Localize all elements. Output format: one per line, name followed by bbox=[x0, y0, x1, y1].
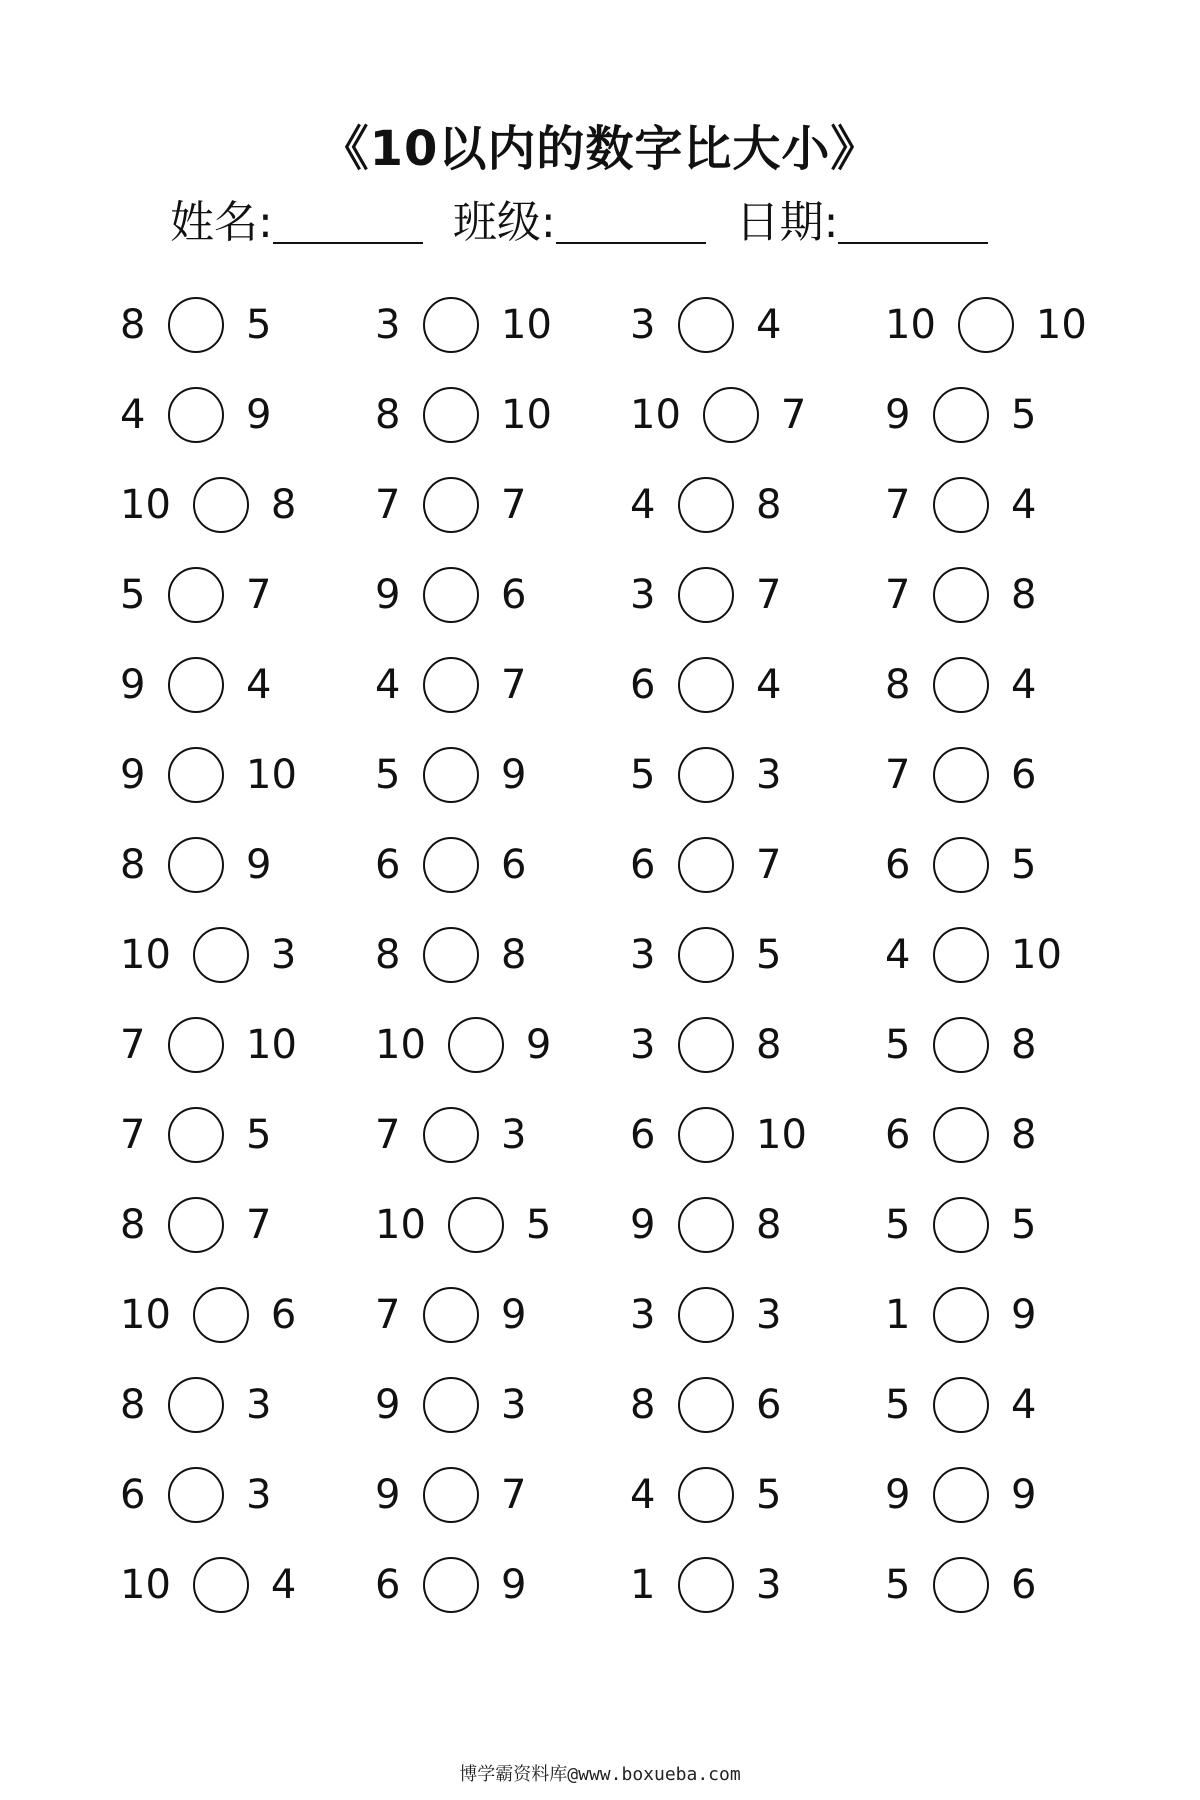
problem-grid bbox=[120, 290, 1140, 1640]
right-number: 3 bbox=[246, 1472, 272, 1518]
left-number: 4 bbox=[630, 482, 656, 528]
right-number: 9 bbox=[1011, 1292, 1037, 1338]
answer-circle[interactable] bbox=[933, 657, 989, 713]
left-number: 8 bbox=[630, 1382, 656, 1428]
comparison-problem bbox=[885, 1010, 1140, 1080]
right-number: 4 bbox=[1011, 662, 1037, 708]
answer-circle[interactable] bbox=[678, 837, 734, 893]
left-number: 1 bbox=[885, 1292, 911, 1338]
comparison-problem bbox=[120, 1190, 375, 1260]
comparison-problem bbox=[885, 470, 1140, 540]
right-number: 6 bbox=[270, 1292, 297, 1338]
left-number: 5 bbox=[885, 1562, 911, 1608]
answer-circle[interactable] bbox=[678, 1197, 734, 1253]
answer-circle[interactable] bbox=[933, 837, 989, 893]
class-field bbox=[453, 186, 706, 250]
left-number: 5 bbox=[630, 752, 656, 798]
left-number: 9 bbox=[885, 392, 911, 438]
comparison-problem bbox=[120, 1010, 375, 1080]
answer-circle[interactable] bbox=[958, 297, 1014, 353]
left-number: 5 bbox=[885, 1202, 911, 1248]
comparison-problem bbox=[120, 1370, 375, 1440]
answer-circle[interactable] bbox=[678, 747, 734, 803]
left-number: 8 bbox=[120, 1382, 146, 1428]
left-number: 10 bbox=[375, 1202, 426, 1248]
answer-circle[interactable] bbox=[423, 387, 479, 443]
comparison-problem bbox=[375, 1460, 630, 1530]
answer-circle[interactable] bbox=[933, 387, 989, 443]
right-number: 3 bbox=[756, 1292, 782, 1338]
left-number: 10 bbox=[885, 302, 936, 348]
right-number: 5 bbox=[525, 1202, 552, 1248]
right-number: 7 bbox=[246, 1202, 272, 1248]
answer-circle[interactable] bbox=[933, 1377, 989, 1433]
answer-circle[interactable] bbox=[933, 1107, 989, 1163]
comparison-problem bbox=[375, 830, 630, 900]
left-number: 6 bbox=[120, 1472, 146, 1518]
right-number: 3 bbox=[756, 752, 782, 798]
right-number: 8 bbox=[756, 1022, 782, 1068]
answer-circle[interactable] bbox=[703, 387, 759, 443]
left-number: 10 bbox=[375, 1022, 426, 1068]
comparison-problem bbox=[630, 290, 885, 360]
answer-circle[interactable] bbox=[933, 1467, 989, 1523]
left-number: 5 bbox=[885, 1382, 911, 1428]
class-blank[interactable] bbox=[556, 242, 706, 244]
left-number: 8 bbox=[120, 302, 146, 348]
left-number: 8 bbox=[375, 392, 401, 438]
comparison-problem bbox=[885, 650, 1140, 720]
problem-row bbox=[120, 380, 1140, 470]
problem-row bbox=[120, 830, 1140, 920]
comparison-problem bbox=[630, 1550, 885, 1620]
comparison-problem bbox=[120, 1280, 375, 1350]
left-number: 5 bbox=[375, 752, 401, 798]
answer-circle[interactable] bbox=[168, 657, 224, 713]
answer-circle[interactable] bbox=[678, 1557, 734, 1613]
left-number: 7 bbox=[885, 572, 911, 618]
comparison-problem bbox=[375, 1550, 630, 1620]
left-number: 3 bbox=[630, 572, 656, 618]
answer-circle[interactable] bbox=[168, 1107, 224, 1163]
right-number: 4 bbox=[756, 662, 782, 708]
comparison-problem bbox=[630, 1460, 885, 1530]
comparison-problem bbox=[375, 560, 630, 630]
answer-circle[interactable] bbox=[678, 657, 734, 713]
left-number: 7 bbox=[885, 482, 911, 528]
answer-circle[interactable] bbox=[423, 1287, 479, 1343]
problem-row bbox=[120, 650, 1140, 740]
answer-circle[interactable] bbox=[423, 567, 479, 623]
comparison-problem bbox=[375, 1190, 630, 1260]
right-number: 8 bbox=[756, 1202, 782, 1248]
comparison-problem bbox=[375, 1280, 630, 1350]
right-number: 6 bbox=[756, 1382, 782, 1428]
comparison-problem bbox=[630, 830, 885, 900]
left-number: 7 bbox=[120, 1022, 146, 1068]
right-number: 5 bbox=[756, 1472, 782, 1518]
comparison-problem bbox=[885, 1190, 1140, 1260]
comparison-problem bbox=[120, 650, 375, 720]
left-number: 3 bbox=[630, 302, 656, 348]
answer-circle[interactable] bbox=[678, 567, 734, 623]
comparison-problem bbox=[630, 380, 885, 450]
right-number: 5 bbox=[246, 1112, 272, 1158]
left-number: 3 bbox=[375, 302, 401, 348]
answer-circle[interactable] bbox=[423, 297, 479, 353]
answer-circle[interactable] bbox=[168, 567, 224, 623]
comparison-problem bbox=[630, 1100, 885, 1170]
left-number: 10 bbox=[120, 1562, 171, 1608]
answer-circle[interactable] bbox=[933, 927, 989, 983]
comparison-problem bbox=[885, 1550, 1140, 1620]
left-number: 6 bbox=[885, 1112, 911, 1158]
right-number: 9 bbox=[246, 392, 272, 438]
left-number: 10 bbox=[120, 1292, 171, 1338]
date-label: 日期: bbox=[735, 197, 839, 248]
left-number: 5 bbox=[885, 1022, 911, 1068]
right-number: 3 bbox=[246, 1382, 272, 1428]
left-number: 7 bbox=[885, 752, 911, 798]
right-number: 5 bbox=[1011, 392, 1037, 438]
comparison-problem bbox=[375, 1010, 630, 1080]
problem-row bbox=[120, 1550, 1140, 1640]
answer-circle[interactable] bbox=[168, 747, 224, 803]
right-number: 3 bbox=[501, 1112, 527, 1158]
left-number: 8 bbox=[120, 842, 146, 888]
right-number: 3 bbox=[270, 932, 297, 978]
right-number: 10 bbox=[1035, 302, 1087, 348]
comparison-problem bbox=[885, 920, 1140, 990]
comparison-problem bbox=[120, 470, 375, 540]
right-number: 6 bbox=[1011, 1562, 1037, 1608]
right-number: 6 bbox=[501, 572, 527, 618]
comparison-problem bbox=[630, 1190, 885, 1260]
footer-watermark: 博学霸资料库@www.boxueba.com bbox=[459, 1764, 741, 1785]
left-number: 4 bbox=[885, 932, 911, 978]
right-number: 9 bbox=[1011, 1472, 1037, 1518]
comparison-problem bbox=[630, 1280, 885, 1350]
comparison-problem bbox=[120, 380, 375, 450]
answer-circle[interactable] bbox=[168, 1467, 224, 1523]
comparison-problem bbox=[120, 830, 375, 900]
comparison-problem bbox=[630, 1010, 885, 1080]
answer-circle[interactable] bbox=[678, 927, 734, 983]
answer-circle[interactable] bbox=[933, 1197, 989, 1253]
left-number: 1 bbox=[630, 1562, 656, 1608]
answer-circle[interactable] bbox=[678, 1107, 734, 1163]
right-number: 10 bbox=[246, 752, 297, 798]
answer-circle[interactable] bbox=[933, 1557, 989, 1613]
answer-circle[interactable] bbox=[678, 1017, 734, 1073]
right-number: 7 bbox=[501, 662, 527, 708]
left-number: 6 bbox=[885, 842, 911, 888]
comparison-problem bbox=[120, 920, 375, 990]
comparison-problem bbox=[630, 920, 885, 990]
problem-row bbox=[120, 560, 1140, 650]
answer-circle[interactable] bbox=[193, 927, 249, 983]
left-number: 3 bbox=[630, 1022, 656, 1068]
right-number: 7 bbox=[756, 842, 782, 888]
left-number: 9 bbox=[120, 752, 146, 798]
left-number: 6 bbox=[630, 662, 656, 708]
right-number: 3 bbox=[756, 1562, 782, 1608]
comparison-problem bbox=[885, 1370, 1140, 1440]
right-number: 5 bbox=[1011, 1202, 1037, 1248]
left-number: 8 bbox=[375, 932, 401, 978]
right-number: 4 bbox=[1011, 482, 1037, 528]
left-number: 3 bbox=[630, 1292, 656, 1338]
comparison-problem bbox=[630, 470, 885, 540]
comparison-problem bbox=[885, 290, 1140, 360]
answer-circle[interactable] bbox=[423, 747, 479, 803]
right-number: 10 bbox=[246, 1022, 297, 1068]
answer-circle[interactable] bbox=[423, 477, 479, 533]
answer-circle[interactable] bbox=[168, 1377, 224, 1433]
answer-circle[interactable] bbox=[678, 1467, 734, 1523]
right-number: 7 bbox=[756, 572, 782, 618]
comparison-problem bbox=[375, 1100, 630, 1170]
right-number: 4 bbox=[756, 302, 782, 348]
comparison-problem bbox=[375, 650, 630, 720]
answer-circle[interactable] bbox=[933, 477, 989, 533]
problem-row bbox=[120, 1460, 1140, 1550]
answer-circle[interactable] bbox=[678, 477, 734, 533]
answer-circle[interactable] bbox=[193, 1287, 249, 1343]
answer-circle[interactable] bbox=[423, 1557, 479, 1613]
answer-circle[interactable] bbox=[423, 1377, 479, 1433]
right-number: 10 bbox=[501, 302, 552, 348]
left-number: 8 bbox=[885, 662, 911, 708]
left-number: 4 bbox=[120, 392, 146, 438]
name-blank[interactable] bbox=[273, 242, 423, 244]
left-number: 6 bbox=[375, 842, 401, 888]
right-number: 8 bbox=[501, 932, 527, 978]
comparison-problem bbox=[375, 1370, 630, 1440]
comparison-problem bbox=[885, 1100, 1140, 1170]
left-number: 9 bbox=[120, 662, 146, 708]
comparison-problem bbox=[120, 1100, 375, 1170]
left-number: 4 bbox=[630, 1472, 656, 1518]
problem-row bbox=[120, 1100, 1140, 1190]
right-number: 9 bbox=[501, 752, 527, 798]
right-number: 6 bbox=[501, 842, 527, 888]
right-number: 6 bbox=[1011, 752, 1037, 798]
problem-row bbox=[120, 470, 1140, 560]
right-number: 9 bbox=[246, 842, 272, 888]
left-number: 7 bbox=[120, 1112, 146, 1158]
left-number: 7 bbox=[375, 1112, 401, 1158]
left-number: 6 bbox=[630, 842, 656, 888]
right-number: 8 bbox=[1011, 1112, 1037, 1158]
comparison-problem bbox=[630, 560, 885, 630]
answer-circle[interactable] bbox=[193, 1557, 249, 1613]
problem-row bbox=[120, 1370, 1140, 1460]
right-number: 7 bbox=[501, 1472, 527, 1518]
name-label: 姓名: bbox=[170, 197, 273, 248]
answer-circle[interactable] bbox=[168, 837, 224, 893]
comparison-problem bbox=[375, 470, 630, 540]
date-blank[interactable] bbox=[838, 242, 988, 244]
answer-circle[interactable] bbox=[423, 927, 479, 983]
comparison-problem bbox=[120, 290, 375, 360]
left-number: 6 bbox=[630, 1112, 656, 1158]
left-number: 10 bbox=[630, 392, 681, 438]
answer-circle[interactable] bbox=[933, 1017, 989, 1073]
left-number: 9 bbox=[885, 1472, 911, 1518]
answer-circle[interactable] bbox=[448, 1197, 504, 1253]
right-number: 7 bbox=[246, 572, 272, 618]
right-number: 5 bbox=[246, 302, 272, 348]
right-number: 8 bbox=[270, 482, 297, 528]
left-number: 9 bbox=[375, 572, 401, 618]
comparison-problem bbox=[885, 1280, 1140, 1350]
date-field bbox=[736, 186, 989, 250]
left-number: 7 bbox=[375, 1292, 401, 1338]
answer-circle[interactable] bbox=[168, 1197, 224, 1253]
answer-circle[interactable] bbox=[448, 1017, 504, 1073]
left-number: 5 bbox=[120, 572, 146, 618]
problem-row bbox=[120, 290, 1140, 380]
answer-circle[interactable] bbox=[933, 567, 989, 623]
comparison-problem bbox=[375, 740, 630, 810]
student-info-row bbox=[170, 190, 1018, 250]
right-number: 5 bbox=[756, 932, 782, 978]
answer-circle[interactable] bbox=[168, 387, 224, 443]
answer-circle[interactable] bbox=[423, 1467, 479, 1523]
comparison-problem bbox=[885, 830, 1140, 900]
left-number: 9 bbox=[375, 1382, 401, 1428]
left-number: 6 bbox=[375, 1562, 401, 1608]
answer-circle[interactable] bbox=[423, 837, 479, 893]
right-number: 9 bbox=[501, 1562, 527, 1608]
comparison-problem bbox=[885, 380, 1140, 450]
right-number: 10 bbox=[756, 1112, 807, 1158]
right-number: 10 bbox=[501, 392, 552, 438]
right-number: 5 bbox=[1011, 842, 1037, 888]
left-number: 9 bbox=[630, 1202, 656, 1248]
answer-circle[interactable] bbox=[933, 1287, 989, 1343]
left-number: 4 bbox=[375, 662, 401, 708]
problem-row bbox=[120, 1190, 1140, 1280]
problem-row bbox=[120, 740, 1140, 830]
right-number: 7 bbox=[501, 482, 527, 528]
left-number: 10 bbox=[120, 932, 171, 978]
comparison-problem bbox=[630, 650, 885, 720]
comparison-problem bbox=[375, 290, 630, 360]
problem-row bbox=[120, 1280, 1140, 1370]
problem-row bbox=[120, 920, 1140, 1010]
comparison-problem bbox=[885, 560, 1140, 630]
right-number: 4 bbox=[270, 1562, 297, 1608]
answer-circle[interactable] bbox=[168, 1017, 224, 1073]
comparison-problem bbox=[120, 740, 375, 810]
answer-circle[interactable] bbox=[678, 297, 734, 353]
right-number: 9 bbox=[501, 1292, 527, 1338]
comparison-problem bbox=[120, 560, 375, 630]
comparison-problem bbox=[375, 920, 630, 990]
comparison-problem bbox=[120, 1460, 375, 1530]
comparison-problem bbox=[630, 1370, 885, 1440]
left-number: 10 bbox=[120, 482, 171, 528]
class-label: 班级: bbox=[452, 197, 556, 248]
name-field bbox=[170, 186, 423, 250]
answer-circle[interactable] bbox=[423, 657, 479, 713]
answer-circle[interactable] bbox=[933, 747, 989, 803]
problem-row bbox=[120, 1010, 1140, 1100]
right-number: 10 bbox=[1011, 932, 1062, 978]
right-number: 4 bbox=[246, 662, 272, 708]
left-number: 7 bbox=[375, 482, 401, 528]
right-number: 8 bbox=[1011, 1022, 1037, 1068]
answer-circle[interactable] bbox=[678, 1377, 734, 1433]
right-number: 8 bbox=[1011, 572, 1037, 618]
right-number: 3 bbox=[501, 1382, 527, 1428]
answer-circle[interactable] bbox=[193, 477, 249, 533]
right-number: 8 bbox=[756, 482, 782, 528]
comparison-problem bbox=[375, 380, 630, 450]
left-number: 9 bbox=[375, 1472, 401, 1518]
comparison-problem bbox=[120, 1550, 375, 1620]
comparison-problem bbox=[630, 740, 885, 810]
left-number: 3 bbox=[630, 932, 656, 978]
answer-circle[interactable] bbox=[168, 297, 224, 353]
right-number: 7 bbox=[780, 392, 807, 438]
answer-circle[interactable] bbox=[423, 1107, 479, 1163]
worksheet-title: 《10以内的数字比大小》 bbox=[320, 121, 880, 177]
comparison-problem bbox=[885, 740, 1140, 810]
answer-circle[interactable] bbox=[678, 1287, 734, 1343]
left-number: 8 bbox=[120, 1202, 146, 1248]
right-number: 4 bbox=[1011, 1382, 1037, 1428]
comparison-problem bbox=[885, 1460, 1140, 1530]
right-number: 9 bbox=[525, 1022, 552, 1068]
